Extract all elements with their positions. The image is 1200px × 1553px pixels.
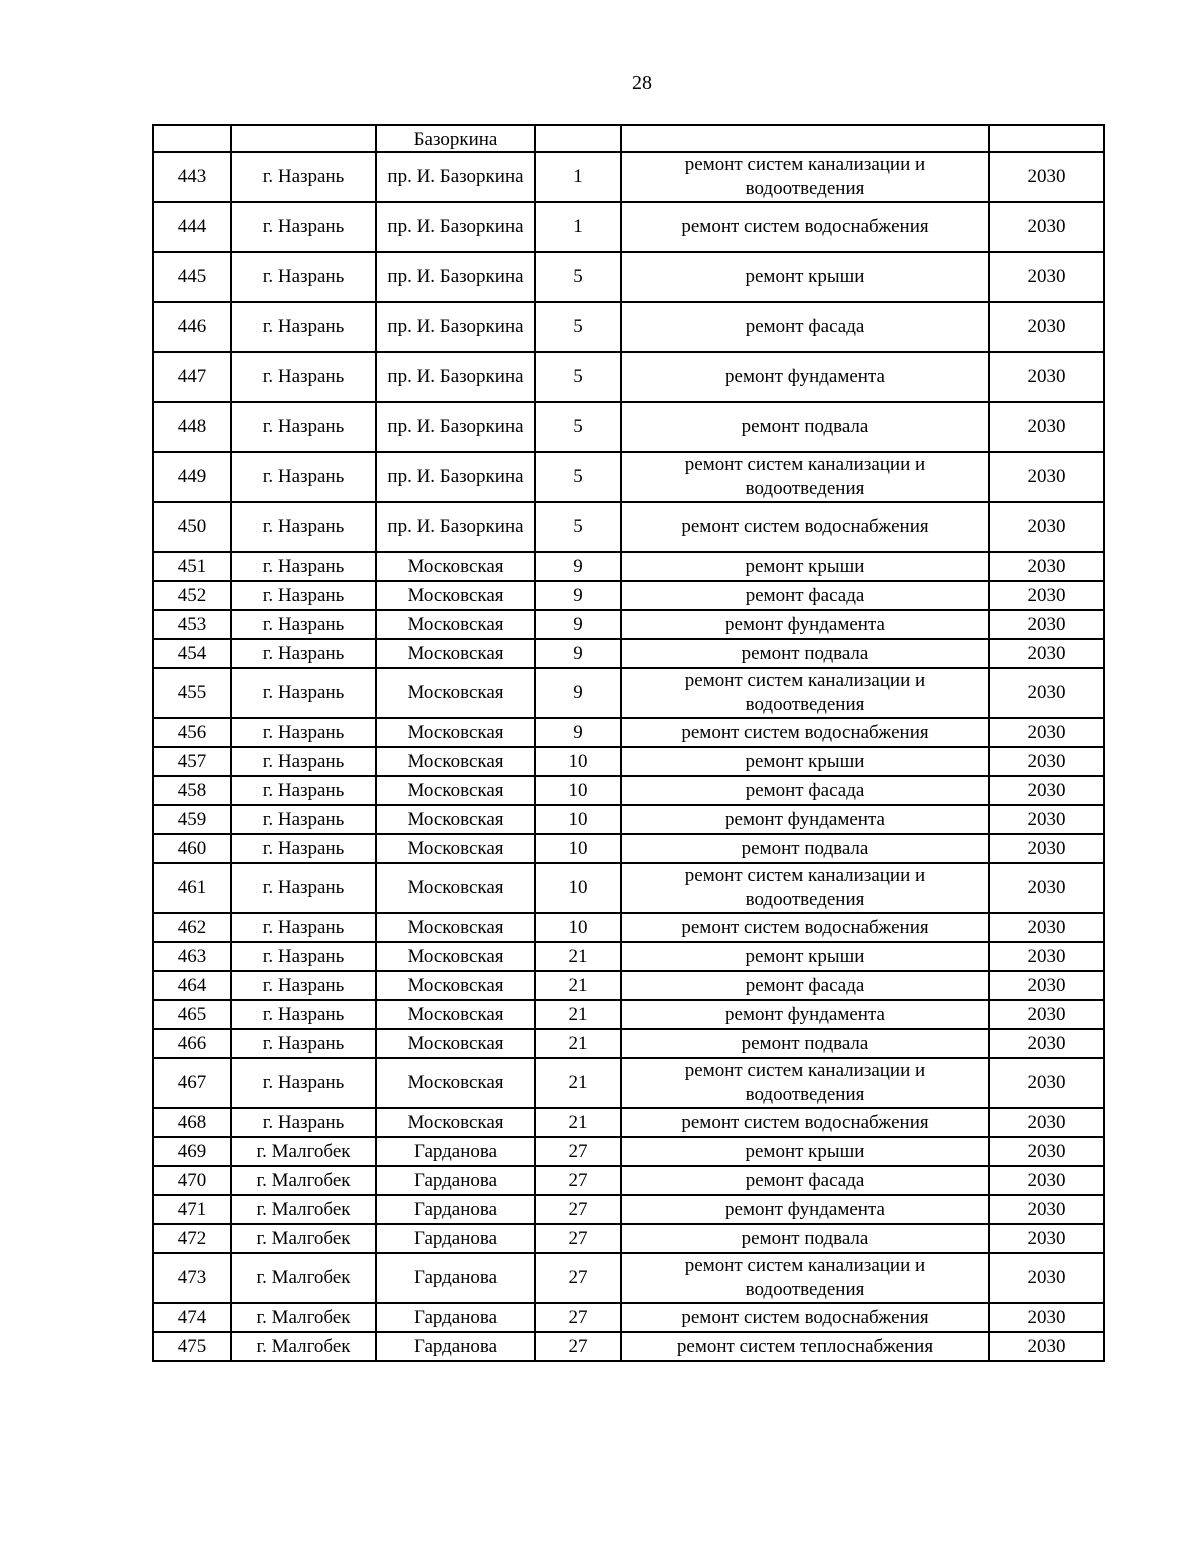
table-row <box>153 352 1104 402</box>
street-cell: Московская <box>376 863 535 913</box>
work-type-cell: ремонт систем канализации и водоотведения <box>621 452 989 502</box>
street-cell: Московская <box>376 610 535 639</box>
year-cell: 2030 <box>989 502 1104 552</box>
table-body <box>153 125 1104 1361</box>
year-cell: 2030 <box>989 452 1104 502</box>
year-cell: 2030 <box>989 1058 1104 1108</box>
street-cell: Московская <box>376 1058 535 1108</box>
house-number-cell: 10 <box>535 863 621 913</box>
city-cell: г. Назрань <box>231 942 376 971</box>
row-number-cell: 443 <box>153 152 231 202</box>
work-type-cell <box>621 125 989 152</box>
table-row <box>153 302 1104 352</box>
work-type-cell: ремонт фундамента <box>621 805 989 834</box>
table-row <box>153 1303 1104 1332</box>
row-number-cell: 469 <box>153 1137 231 1166</box>
work-type-cell: ремонт фасада <box>621 971 989 1000</box>
row-number-cell: 449 <box>153 452 231 502</box>
city-cell: г. Малгобек <box>231 1303 376 1332</box>
work-type-cell: ремонт крыши <box>621 252 989 302</box>
row-number-cell: 450 <box>153 502 231 552</box>
row-number-cell <box>153 125 231 152</box>
row-number-cell: 475 <box>153 1332 231 1361</box>
row-number-cell: 455 <box>153 668 231 718</box>
work-type-cell: ремонт систем канализации и водоотведения <box>621 1253 989 1303</box>
table-row <box>153 1058 1104 1108</box>
table-row <box>153 125 1104 152</box>
work-type-cell: ремонт фундамента <box>621 1000 989 1029</box>
year-cell: 2030 <box>989 639 1104 668</box>
table-row <box>153 1000 1104 1029</box>
street-cell: Московская <box>376 913 535 942</box>
table-row <box>153 863 1104 913</box>
year-cell: 2030 <box>989 942 1104 971</box>
row-number-cell: 456 <box>153 718 231 747</box>
work-type-cell: ремонт крыши <box>621 747 989 776</box>
year-cell: 2030 <box>989 1000 1104 1029</box>
table-row <box>153 552 1104 581</box>
table-row <box>153 452 1104 502</box>
street-cell: Гарданова <box>376 1303 535 1332</box>
street-cell: пр. И. Базоркина <box>376 352 535 402</box>
table-row <box>153 639 1104 668</box>
street-cell: пр. И. Базоркина <box>376 152 535 202</box>
city-cell: г. Назрань <box>231 252 376 302</box>
house-number-cell: 27 <box>535 1332 621 1361</box>
city-cell: г. Назрань <box>231 863 376 913</box>
year-cell: 2030 <box>989 971 1104 1000</box>
work-type-cell: ремонт подвала <box>621 834 989 863</box>
table-row <box>153 1108 1104 1137</box>
work-type-cell: ремонт подвала <box>621 402 989 452</box>
year-cell: 2030 <box>989 718 1104 747</box>
city-cell: г. Назрань <box>231 202 376 252</box>
table-row <box>153 747 1104 776</box>
table-row <box>153 805 1104 834</box>
table-row <box>153 1029 1104 1058</box>
row-number-cell: 465 <box>153 1000 231 1029</box>
house-number-cell: 9 <box>535 610 621 639</box>
work-type-cell: ремонт крыши <box>621 1137 989 1166</box>
table-row <box>153 1166 1104 1195</box>
city-cell: г. Назрань <box>231 805 376 834</box>
year-cell: 2030 <box>989 1303 1104 1332</box>
work-type-cell: ремонт крыши <box>621 942 989 971</box>
table-row <box>153 913 1104 942</box>
work-type-cell: ремонт систем канализации и водоотведения <box>621 863 989 913</box>
work-type-cell: ремонт фасада <box>621 1166 989 1195</box>
work-type-cell: ремонт фасада <box>621 302 989 352</box>
street-cell: Гарданова <box>376 1332 535 1361</box>
street-cell: Московская <box>376 581 535 610</box>
row-number-cell: 448 <box>153 402 231 452</box>
street-cell: Московская <box>376 668 535 718</box>
city-cell: г. Малгобек <box>231 1332 376 1361</box>
city-cell: г. Назрань <box>231 1000 376 1029</box>
repair-schedule-table <box>152 124 1105 1362</box>
city-cell: г. Назрань <box>231 1029 376 1058</box>
row-number-cell: 467 <box>153 1058 231 1108</box>
city-cell: г. Назрань <box>231 1108 376 1137</box>
city-cell <box>231 125 376 152</box>
row-number-cell: 458 <box>153 776 231 805</box>
work-type-cell: ремонт систем водоснабжения <box>621 1303 989 1332</box>
table-row <box>153 1195 1104 1224</box>
street-cell: Московская <box>376 834 535 863</box>
city-cell: г. Назрань <box>231 913 376 942</box>
table-row <box>153 252 1104 302</box>
table-row <box>153 610 1104 639</box>
city-cell: г. Малгобек <box>231 1166 376 1195</box>
city-cell: г. Назрань <box>231 452 376 502</box>
house-number-cell: 27 <box>535 1137 621 1166</box>
row-number-cell: 473 <box>153 1253 231 1303</box>
street-cell: Гарданова <box>376 1253 535 1303</box>
work-type-cell: ремонт систем водоснабжения <box>621 718 989 747</box>
row-number-cell: 464 <box>153 971 231 1000</box>
year-cell: 2030 <box>989 668 1104 718</box>
house-number-cell: 5 <box>535 452 621 502</box>
year-cell: 2030 <box>989 1029 1104 1058</box>
table-row <box>153 776 1104 805</box>
table-row <box>153 152 1104 202</box>
table-row <box>153 971 1104 1000</box>
street-cell: Московская <box>376 971 535 1000</box>
row-number-cell: 474 <box>153 1303 231 1332</box>
house-number-cell: 10 <box>535 776 621 805</box>
house-number-cell: 5 <box>535 502 621 552</box>
street-cell: пр. И. Базоркина <box>376 402 535 452</box>
city-cell: г. Малгобек <box>231 1224 376 1253</box>
table-row <box>153 581 1104 610</box>
table-row <box>153 1224 1104 1253</box>
table-row <box>153 942 1104 971</box>
table-row <box>153 834 1104 863</box>
work-type-cell: ремонт систем водоснабжения <box>621 502 989 552</box>
house-number-cell: 27 <box>535 1253 621 1303</box>
year-cell: 2030 <box>989 805 1104 834</box>
work-type-cell: ремонт систем водоснабжения <box>621 913 989 942</box>
house-number-cell: 9 <box>535 639 621 668</box>
city-cell: г. Назрань <box>231 302 376 352</box>
street-cell: Московская <box>376 552 535 581</box>
work-type-cell: ремонт крыши <box>621 552 989 581</box>
year-cell: 2030 <box>989 1332 1104 1361</box>
row-number-cell: 460 <box>153 834 231 863</box>
row-number-cell: 471 <box>153 1195 231 1224</box>
year-cell: 2030 <box>989 776 1104 805</box>
work-type-cell: ремонт систем водоснабжения <box>621 1108 989 1137</box>
row-number-cell: 466 <box>153 1029 231 1058</box>
city-cell: г. Назрань <box>231 610 376 639</box>
table-row <box>153 202 1104 252</box>
street-cell: Гарданова <box>376 1166 535 1195</box>
city-cell: г. Назрань <box>231 502 376 552</box>
house-number-cell: 21 <box>535 1000 621 1029</box>
house-number-cell: 5 <box>535 352 621 402</box>
row-number-cell: 452 <box>153 581 231 610</box>
table-row <box>153 402 1104 452</box>
street-cell: пр. И. Базоркина <box>376 252 535 302</box>
table-row <box>153 668 1104 718</box>
street-cell: пр. И. Базоркина <box>376 502 535 552</box>
city-cell: г. Назрань <box>231 971 376 1000</box>
street-cell: Московская <box>376 1029 535 1058</box>
house-number-cell: 5 <box>535 252 621 302</box>
city-cell: г. Назрань <box>231 834 376 863</box>
city-cell: г. Назрань <box>231 581 376 610</box>
work-type-cell: ремонт подвала <box>621 639 989 668</box>
street-cell: Гарданова <box>376 1224 535 1253</box>
street-cell: Московская <box>376 639 535 668</box>
work-type-cell: ремонт систем канализации и водоотведения <box>621 152 989 202</box>
work-type-cell: ремонт подвала <box>621 1224 989 1253</box>
work-type-cell: ремонт фасада <box>621 581 989 610</box>
year-cell: 2030 <box>989 202 1104 252</box>
year-cell: 2030 <box>989 152 1104 202</box>
work-type-cell: ремонт систем водоснабжения <box>621 202 989 252</box>
row-number-cell: 445 <box>153 252 231 302</box>
house-number-cell: 1 <box>535 152 621 202</box>
table-row <box>153 718 1104 747</box>
row-number-cell: 454 <box>153 639 231 668</box>
row-number-cell: 472 <box>153 1224 231 1253</box>
year-cell: 2030 <box>989 1137 1104 1166</box>
street-cell: Базоркина <box>376 125 535 152</box>
house-number-cell: 10 <box>535 805 621 834</box>
work-type-cell: ремонт подвала <box>621 1029 989 1058</box>
city-cell: г. Назрань <box>231 668 376 718</box>
row-number-cell: 462 <box>153 913 231 942</box>
year-cell: 2030 <box>989 863 1104 913</box>
house-number-cell: 10 <box>535 747 621 776</box>
house-number-cell: 21 <box>535 1029 621 1058</box>
house-number-cell: 5 <box>535 302 621 352</box>
house-number-cell <box>535 125 621 152</box>
house-number-cell: 10 <box>535 834 621 863</box>
year-cell: 2030 <box>989 1166 1104 1195</box>
street-cell: пр. И. Базоркина <box>376 202 535 252</box>
year-cell: 2030 <box>989 552 1104 581</box>
house-number-cell: 27 <box>535 1224 621 1253</box>
street-cell: пр. И. Базоркина <box>376 452 535 502</box>
work-type-cell: ремонт фасада <box>621 776 989 805</box>
city-cell: г. Назрань <box>231 152 376 202</box>
city-cell: г. Малгобек <box>231 1195 376 1224</box>
city-cell: г. Назрань <box>231 776 376 805</box>
city-cell: г. Малгобек <box>231 1253 376 1303</box>
year-cell: 2030 <box>989 1108 1104 1137</box>
city-cell: г. Малгобек <box>231 1137 376 1166</box>
street-cell: Московская <box>376 942 535 971</box>
year-cell: 2030 <box>989 747 1104 776</box>
table-row <box>153 1332 1104 1361</box>
year-cell: 2030 <box>989 610 1104 639</box>
street-cell: Гарданова <box>376 1195 535 1224</box>
row-number-cell: 451 <box>153 552 231 581</box>
year-cell: 2030 <box>989 252 1104 302</box>
row-number-cell: 457 <box>153 747 231 776</box>
street-cell: Московская <box>376 776 535 805</box>
row-number-cell: 446 <box>153 302 231 352</box>
work-type-cell: ремонт систем канализации и водоотведения <box>621 1058 989 1108</box>
row-number-cell: 447 <box>153 352 231 402</box>
row-number-cell: 470 <box>153 1166 231 1195</box>
house-number-cell: 21 <box>535 971 621 1000</box>
city-cell: г. Назрань <box>231 639 376 668</box>
year-cell: 2030 <box>989 913 1104 942</box>
street-cell: Гарданова <box>376 1137 535 1166</box>
house-number-cell: 21 <box>535 942 621 971</box>
city-cell: г. Назрань <box>231 402 376 452</box>
house-number-cell: 5 <box>535 402 621 452</box>
row-number-cell: 453 <box>153 610 231 639</box>
work-type-cell: ремонт фундамента <box>621 610 989 639</box>
house-number-cell: 27 <box>535 1303 621 1332</box>
year-cell: 2030 <box>989 402 1104 452</box>
row-number-cell: 468 <box>153 1108 231 1137</box>
work-type-cell: ремонт систем теплоснабжения <box>621 1332 989 1361</box>
house-number-cell: 9 <box>535 581 621 610</box>
street-cell: пр. И. Базоркина <box>376 302 535 352</box>
work-type-cell: ремонт систем канализации и водоотведения <box>621 668 989 718</box>
year-cell: 2030 <box>989 581 1104 610</box>
street-cell: Московская <box>376 747 535 776</box>
row-number-cell: 444 <box>153 202 231 252</box>
house-number-cell: 27 <box>535 1166 621 1195</box>
city-cell: г. Назрань <box>231 747 376 776</box>
table-row <box>153 1137 1104 1166</box>
house-number-cell: 27 <box>535 1195 621 1224</box>
city-cell: г. Назрань <box>231 718 376 747</box>
house-number-cell: 9 <box>535 552 621 581</box>
row-number-cell: 459 <box>153 805 231 834</box>
year-cell: 2030 <box>989 352 1104 402</box>
street-cell: Московская <box>376 1000 535 1029</box>
city-cell: г. Назрань <box>231 552 376 581</box>
house-number-cell: 21 <box>535 1058 621 1108</box>
year-cell: 2030 <box>989 1224 1104 1253</box>
city-cell: г. Назрань <box>231 352 376 402</box>
house-number-cell: 9 <box>535 668 621 718</box>
page-number: 28 <box>632 72 652 94</box>
table-row <box>153 502 1104 552</box>
row-number-cell: 461 <box>153 863 231 913</box>
city-cell: г. Назрань <box>231 1058 376 1108</box>
work-type-cell: ремонт фундамента <box>621 1195 989 1224</box>
year-cell: 2030 <box>989 834 1104 863</box>
street-cell: Московская <box>376 1108 535 1137</box>
work-type-cell: ремонт фундамента <box>621 352 989 402</box>
street-cell: Московская <box>376 718 535 747</box>
house-number-cell: 1 <box>535 202 621 252</box>
year-cell <box>989 125 1104 152</box>
table-row <box>153 1253 1104 1303</box>
street-cell: Московская <box>376 805 535 834</box>
year-cell: 2030 <box>989 1253 1104 1303</box>
house-number-cell: 21 <box>535 1108 621 1137</box>
house-number-cell: 10 <box>535 913 621 942</box>
house-number-cell: 9 <box>535 718 621 747</box>
row-number-cell: 463 <box>153 942 231 971</box>
year-cell: 2030 <box>989 302 1104 352</box>
year-cell: 2030 <box>989 1195 1104 1224</box>
